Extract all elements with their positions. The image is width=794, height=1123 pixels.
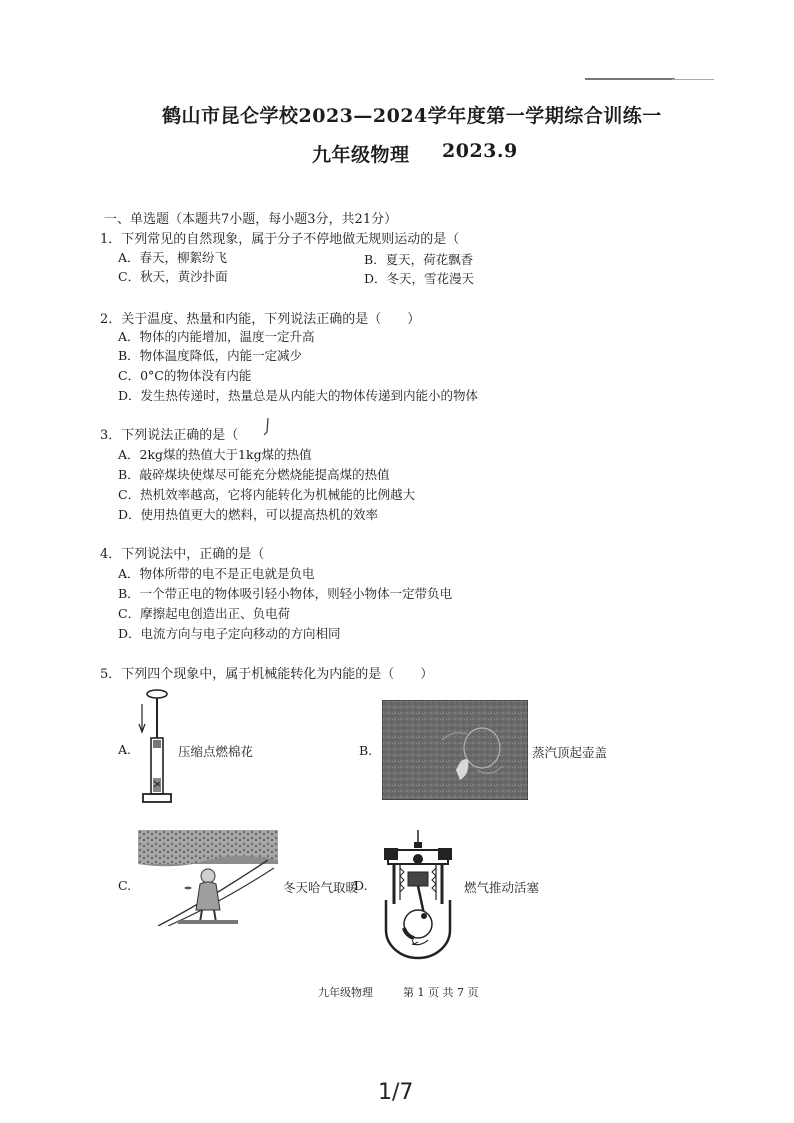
- question-1-option-d: D．冬天，雪花漫天: [364, 271, 475, 286]
- question-5-option-d-letter: D.: [354, 878, 368, 893]
- question-4-option-c: C．摩擦起电创造出正、负电荷: [118, 606, 291, 621]
- question-5-option-d-caption: 燃气推动活塞: [464, 880, 540, 895]
- question-1-stem: 1．下列常见的自然现象，属于分子不停地做无规则运动的是（: [100, 232, 460, 247]
- compression-syringe-figure: [134, 686, 174, 810]
- question-4-option-a: A．物体所带的电不是正电就是负电: [118, 566, 315, 581]
- question-5-option-b-caption: 蒸汽顶起壶盖: [532, 745, 608, 760]
- page-counter: 1/7: [378, 1080, 414, 1105]
- question-3-option-b: B．敲碎煤块使煤尽可能充分燃烧能提高煤的热值: [118, 467, 390, 482]
- question-2-option-b: B．物体温度降低，内能一定减少: [118, 348, 303, 363]
- question-1-option-a: A．春天，柳絮纷飞: [118, 250, 228, 265]
- question-5-option-a-caption: 压缩点燃棉花: [178, 744, 254, 759]
- question-5-option-b-letter: B.: [359, 743, 373, 758]
- question-5-option-c-caption: 冬天哈气取暖: [283, 880, 359, 895]
- question-5-option-a-letter: A.: [118, 742, 132, 757]
- question-3-option-c: C．热机效率越高，它将内能转化为机械能的比例越大: [118, 487, 416, 502]
- footer-subject: 九年级物理: [318, 986, 373, 999]
- exam-date: 2023.9: [442, 140, 518, 162]
- section-heading: 一、单选题（本题共7小题，每小题3分，共21分）: [104, 212, 398, 227]
- question-2-option-a: A．物体的内能增加，温度一定升高: [118, 329, 315, 344]
- winter-breath-figure: [138, 830, 278, 926]
- question-5-stem: 5．下列四个现象中，属于机械能转化为内能的是（ ）: [100, 667, 434, 682]
- steam-kettle-photo: [382, 700, 528, 800]
- question-1-option-b: B．夏天，荷花飘香: [364, 252, 474, 267]
- question-4-stem: 4．下列说法中，正确的是（: [100, 547, 265, 562]
- scan-artifact-line: [585, 78, 675, 80]
- pen-mark: [262, 416, 272, 438]
- question-2-option-d: D．发生热传递时，热量总是从内能大的物体传递到内能小的物体: [118, 388, 479, 403]
- question-4-option-b: B．一个带正电的物体吸引轻小物体，则轻小物体一定带负电: [118, 586, 453, 601]
- footer-page-info: 第 1 页 共 7 页: [403, 986, 479, 999]
- question-3-option-d: D．使用热值更大的燃料，可以提高热机的效率: [118, 507, 379, 522]
- scan-artifact-line-faint: [672, 79, 714, 80]
- exam-title: 鹤山市昆仑学校2023—2024学年度第一学期综合训练一: [162, 105, 662, 127]
- question-5-option-c-letter: C.: [118, 878, 132, 893]
- question-2-stem: 2．关于温度、热量和内能，下列说法正确的是（ ）: [100, 312, 421, 327]
- question-3-stem: 3．下列说法正确的是（: [100, 428, 239, 443]
- question-1-option-c: C．秋天，黄沙扑面: [118, 269, 228, 284]
- engine-piston-figure: [378, 828, 458, 960]
- question-2-option-c: C．0°C的物体没有内能: [118, 368, 252, 383]
- question-4-option-d: D．电流方向与电子定向移动的方向相同: [118, 626, 341, 641]
- question-3-option-a: A．2kg煤的热值大于1kg煤的热值: [118, 447, 312, 462]
- exam-subject: 九年级物理: [312, 144, 410, 166]
